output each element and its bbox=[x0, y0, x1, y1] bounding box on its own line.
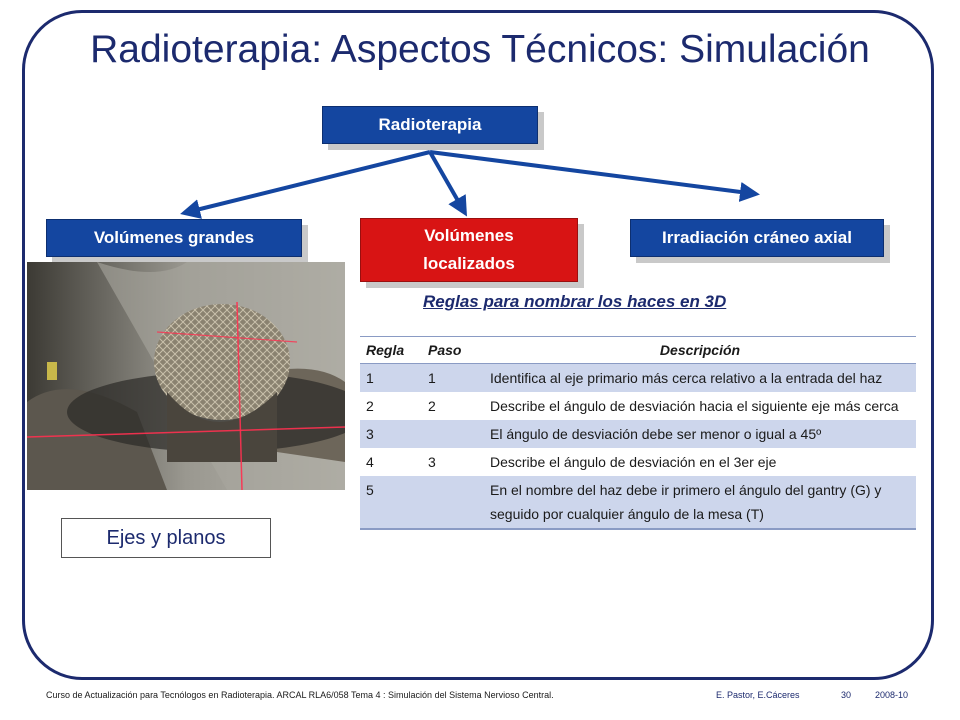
cell-paso: 1 bbox=[422, 364, 484, 393]
diagram-root-box: Radioterapia bbox=[322, 106, 538, 144]
cell-regla: 1 bbox=[360, 364, 422, 393]
patient-mask-photo bbox=[27, 262, 345, 490]
cell-regla: 3 bbox=[360, 420, 422, 448]
cell-regla: 4 bbox=[366, 454, 374, 470]
footer-page-number: 30 bbox=[841, 690, 852, 700]
footer-year: 2008-10 bbox=[875, 690, 909, 700]
table-header-row bbox=[360, 337, 916, 364]
cell-descripcion: El ángulo de desviación debe ser menor o igual a 45º bbox=[484, 420, 916, 448]
cell-descripcion: Describe el ángulo de desviación en el 3er eje bbox=[490, 454, 777, 470]
diagram-right-box: Irradiación cráneo axial bbox=[630, 219, 884, 257]
cell-paso bbox=[422, 420, 484, 448]
header-regla: Regla bbox=[360, 337, 422, 364]
footer-authors: E. Pastor, E.Cáceres bbox=[716, 690, 800, 700]
cell-paso: 2 bbox=[428, 398, 436, 414]
header-descripcion: Descripción bbox=[484, 337, 916, 364]
table-row bbox=[360, 392, 916, 420]
diagram-left-box: Volúmenes grandes bbox=[46, 219, 302, 257]
table-row bbox=[360, 364, 916, 393]
footer-course: Curso de Actualización para Tecnólogos en Radioterapia. ARCAL RLA6/058 Tema 4 : Simulación del Sistema Nervioso Central. bbox=[46, 690, 554, 700]
rules-table bbox=[360, 336, 916, 530]
arrow-to-center bbox=[430, 152, 465, 213]
table-row bbox=[360, 448, 916, 476]
table-title: Reglas para nombrar los haces en 3D bbox=[423, 292, 727, 311]
arrow-to-left bbox=[184, 152, 430, 213]
cell-regla: 5 bbox=[360, 476, 422, 529]
cell-descripcion: En el nombre del haz debe ir primero el ángulo del gantry (G) y seguido por cualquier ángulo de la mesa (T) bbox=[484, 476, 916, 529]
header-paso: Paso bbox=[422, 337, 484, 364]
table-row bbox=[360, 420, 916, 448]
cell-descripcion: Identifica al eje primario más cerca relativo a la entrada del haz bbox=[484, 364, 916, 393]
cell-paso: 3 bbox=[428, 454, 436, 470]
slide-title: Radioterapia: Aspectos Técnicos: Simulación bbox=[90, 28, 870, 71]
arrow-to-right bbox=[430, 152, 756, 194]
table-row bbox=[360, 476, 916, 529]
cell-regla: 2 bbox=[366, 398, 374, 414]
cell-paso bbox=[422, 476, 484, 529]
diagram-center-box: Volúmenes localizados bbox=[360, 218, 578, 282]
cell-descripcion: Describe el ángulo de desviación hacia el siguiente eje más cerca bbox=[490, 398, 899, 414]
photo-caption: Ejes y planos bbox=[61, 518, 271, 558]
